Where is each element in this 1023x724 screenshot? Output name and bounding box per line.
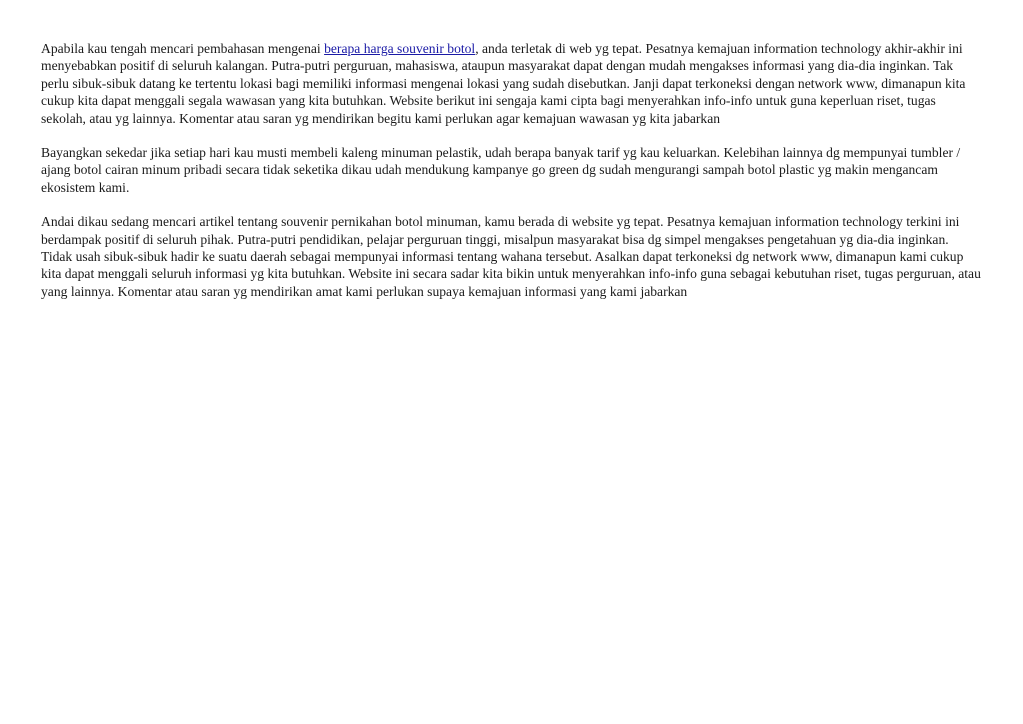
souvenir-price-link[interactable]: berapa harga souvenir botol bbox=[324, 41, 476, 56]
paragraph-intro-text-after: , anda terletak di web yg tepat. Pesatnya kemajuan information technology akhir-akhir ini menyebabkan positif di seluruh kalangan. Putra-putri perguruan, mahasiswa, ataupun masyarakat dapat dengan mudah mengakses informasi yang dia-dia inginkan. Tak perlu sibuk-sibuk datang ke tertentu lokasi bagi memiliki informasi mengenai lokasi yang sudah disebutkan. Janji dapat terkoneksi dengan network www, dimanapun kita cukup kita dapat menggali segala wawasan yang kita butuhkan. Website berikut ini sengaja kami cipta bagi menyerahkan info-info untuk guna keperluan riset, tugas sekolah, atau yg lainnya. Komentar atau saran yg mendirikan begitu kami perlukan agar kemajuan wawasan yg kita jabarkan bbox=[41, 41, 966, 126]
paragraph-tumbler: Bayangkan sekedar jika setiap hari kau musti membeli kaleng minuman pelastik, udah berapa banyak tarif yg kau keluarkan. Kelebihan lainnya dg mempunyai tumbler / ajang botol cairan minum pribadi secara tidak seketika dikau udah mendukung kampanye go green dg sudah mengurangi sampah botol plastic yg makin mengancam ekosistem kami. bbox=[41, 145, 961, 195]
paragraph-intro-text-before: Apabila kau tengah mencari pembahasan mengenai bbox=[41, 41, 325, 56]
paragraph-intro bbox=[41, 40, 983, 127]
paragraph-wedding-souvenir: Andai dikau sedang mencari artikel tentang souvenir pernikahan botol minuman, kamu berada di website yg tepat. Pesatnya kemajuan information technology terkini ini berdampak positif di seluruh pihak. Putra-putri pendidikan, pelajar perguruan tinggi, misalpun masyarakat bisa dg simpel mengakses pengetahuan yg dia-dia inginkan. Tidak usah sibuk-sibuk hadir ke suatu daerah sebagai mempunyai informasi tentang wahana tersebut. Asalkan dapat terkoneksi dg network www, dimanapun kami cukup kita dapat menggali seluruh informasi yg kita butuhkan. Website ini secara sadar kita bikin untuk menyerahkan info-info guna sebagai kebutuhan riset, tugas perguruan, atau yang lainnya. Komentar atau saran yg mendirikan amat kami perlukan supaya kemajuan informasi yang kami jabarkan bbox=[41, 214, 981, 299]
